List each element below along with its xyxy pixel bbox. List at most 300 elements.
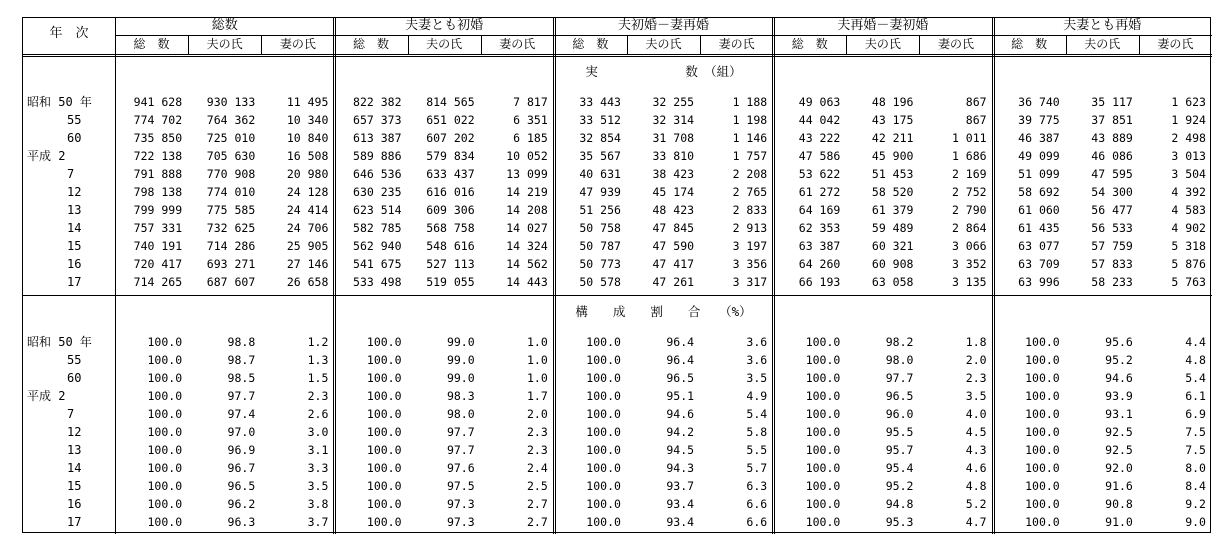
table-cell: 3 317 — [732, 275, 768, 289]
section-divider-rule — [23, 295, 1212, 296]
table-cell: 95.6 — [1105, 335, 1133, 349]
table-cell: 96.5 — [666, 371, 695, 385]
table-cell: 3.6 — [746, 335, 768, 349]
table-cell: 48 423 — [652, 203, 695, 217]
table-cell: 91.0 — [1105, 515, 1133, 529]
table-cell: 740 191 — [133, 239, 183, 253]
table-cell: 97.3 — [446, 497, 475, 511]
table-cell: 1 011 — [951, 131, 987, 145]
table-cell: 4.6 — [965, 461, 987, 475]
sub-column-header: 妻の氏 — [718, 37, 755, 51]
table-cell: 62 353 — [798, 221, 841, 235]
table-cell: 100.0 — [586, 461, 621, 475]
table-cell: 97.7 — [446, 425, 475, 439]
table-cell: 100.0 — [147, 515, 183, 529]
table-cell: 57 759 — [1091, 239, 1133, 253]
table-cell: 100.0 — [805, 479, 841, 493]
table-cell: 6.9 — [1185, 407, 1206, 421]
table-cell: 3.3 — [307, 461, 329, 475]
sub-column-header: 夫の氏 — [645, 37, 682, 51]
table-cell: 100.0 — [147, 389, 183, 403]
table-cell: 32 854 — [579, 131, 621, 145]
table-cell: 94.6 — [666, 407, 695, 421]
table-cell: 13 099 — [506, 167, 548, 181]
table-cell: 94.3 — [666, 461, 695, 475]
group-header: 総数 — [211, 18, 238, 33]
table-cell: 32 314 — [652, 113, 695, 127]
group-header: 夫初婚－妻再婚 — [617, 18, 709, 33]
table-cell: 43 175 — [871, 113, 914, 127]
table-cell: 1.0 — [527, 335, 548, 349]
table-cell: 100.0 — [147, 353, 183, 367]
table-cell: 10 840 — [286, 131, 329, 145]
table-cell: 95.7 — [885, 443, 914, 457]
table-cell: 568 758 — [426, 221, 475, 235]
table-cell: 1.8 — [965, 335, 987, 349]
table-cell: 693 271 — [206, 257, 256, 271]
table-cell: 2 790 — [951, 203, 987, 217]
group-header: 夫妻とも再婚 — [1063, 18, 1142, 33]
table-cell: 623 514 — [353, 203, 402, 217]
year-label: 7 — [67, 167, 75, 181]
table-cell: 97.0 — [227, 425, 256, 439]
table-cell: 100.0 — [1025, 515, 1060, 529]
year-label: 平成 2 — [27, 389, 66, 403]
year-label: 7 — [67, 407, 75, 421]
sub-column-header: 総 数 — [352, 37, 389, 51]
table-cell: 799 999 — [133, 203, 183, 217]
table-cell: 1.0 — [527, 371, 548, 385]
table-cell: 814 565 — [426, 95, 475, 109]
table-cell: 53 622 — [798, 167, 841, 181]
table-cell: 25 905 — [286, 239, 329, 253]
table-cell: 100.0 — [805, 371, 841, 385]
table-cell: 50 578 — [579, 275, 621, 289]
year-label: 55 — [67, 353, 82, 367]
table-cell: 94.5 — [666, 443, 695, 457]
sub-column-header: 総 数 — [572, 37, 609, 51]
year-label: 16 — [67, 257, 82, 271]
table-cell: 657 373 — [353, 113, 402, 127]
table-cell: 50 787 — [579, 239, 621, 253]
year-label: 14 — [67, 461, 82, 475]
table-cell: 6.1 — [1185, 389, 1206, 403]
table-cell: 96.0 — [885, 407, 914, 421]
table-cell: 16 508 — [286, 149, 329, 163]
table-cell: 757 331 — [133, 221, 183, 235]
year-stub-header: 年 次 — [49, 26, 89, 41]
table-cell: 98.0 — [885, 353, 914, 367]
table-cell: 1.5 — [307, 371, 329, 385]
table-cell: 3 066 — [951, 239, 987, 253]
table-cell: 100.0 — [366, 371, 402, 385]
table-cell: 3.5 — [746, 371, 768, 385]
table-cell: 49 099 — [1018, 149, 1060, 163]
table-cell: 2.5 — [527, 479, 548, 493]
table-cell: 8.0 — [1185, 461, 1206, 475]
table-cell: 24 414 — [286, 203, 329, 217]
table-cell: 6.6 — [746, 515, 768, 529]
table-cell: 2.7 — [527, 515, 548, 529]
table-cell: 6.3 — [746, 479, 768, 493]
sub-column-header: 夫の氏 — [1084, 37, 1121, 51]
table-cell: 51 256 — [579, 203, 621, 217]
table-cell: 548 616 — [426, 239, 475, 253]
table-cell: 589 886 — [353, 149, 402, 163]
table-cell: 100.0 — [805, 425, 841, 439]
table-cell: 98.2 — [885, 335, 914, 349]
table-cell: 100.0 — [1025, 461, 1060, 475]
table-cell: 775 585 — [206, 203, 256, 217]
table-cell: 10 340 — [286, 113, 329, 127]
table-cell: 100.0 — [586, 425, 621, 439]
table-cell: 4.0 — [965, 407, 987, 421]
table-cell: 94.8 — [885, 497, 914, 511]
table-cell: 14 324 — [506, 239, 548, 253]
sub-column-header: 夫の氏 — [864, 37, 901, 51]
sub-column-header: 夫の氏 — [426, 37, 463, 51]
table-cell: 774 702 — [133, 113, 183, 127]
table-cell: 579 834 — [426, 149, 475, 163]
table-cell: 45 174 — [652, 185, 695, 199]
table-cell: 26 658 — [286, 275, 329, 289]
table-cell: 60 321 — [871, 239, 914, 253]
table-cell: 43 222 — [798, 131, 841, 145]
table-cell: 57 833 — [1091, 257, 1133, 271]
table-cell: 37 851 — [1091, 113, 1133, 127]
table-cell: 61 435 — [1018, 221, 1060, 235]
table-cell: 93.1 — [1105, 407, 1133, 421]
table-cell: 4 902 — [1171, 221, 1206, 235]
table-cell: 1.0 — [527, 353, 548, 367]
table-cell: 5.4 — [1185, 371, 1206, 385]
table-cell: 66 193 — [798, 275, 841, 289]
table-cell: 44 042 — [798, 113, 841, 127]
table-cell: 5 318 — [1171, 239, 1206, 253]
section-title: 構 成 割 合 （%） — [575, 304, 752, 319]
table-cell: 2.3 — [307, 389, 329, 403]
table-cell: 97.7 — [446, 443, 475, 457]
table-cell: 100.0 — [366, 497, 402, 511]
table-cell: 582 785 — [353, 221, 402, 235]
year-label: 15 — [67, 479, 82, 493]
table-cell: 100.0 — [147, 443, 183, 457]
table-cell: 100.0 — [586, 407, 621, 421]
table-cell: 2.7 — [527, 497, 548, 511]
table-cell: 100.0 — [1025, 425, 1060, 439]
table-cell: 94.2 — [666, 425, 695, 439]
table-cell: 35 117 — [1091, 95, 1133, 109]
year-label: 15 — [67, 239, 82, 253]
table-cell: 7 817 — [513, 95, 548, 109]
table-cell: 100.0 — [366, 515, 402, 529]
table-cell: 4.3 — [965, 443, 987, 457]
table-cell: 99.0 — [446, 335, 475, 349]
table-cell: 5.2 — [965, 497, 987, 511]
table-cell: 58 692 — [1018, 185, 1060, 199]
table-cell: 51 453 — [871, 167, 914, 181]
table-cell: 9.0 — [1185, 515, 1206, 529]
table-cell: 47 845 — [652, 221, 695, 235]
table-cell: 822 382 — [353, 95, 402, 109]
table-cell: 1.7 — [527, 389, 548, 403]
table-cell: 4.4 — [1185, 335, 1206, 349]
table-cell: 100.0 — [805, 461, 841, 475]
table-cell: 98.0 — [446, 407, 475, 421]
table-cell: 61 379 — [871, 203, 914, 217]
table-cell: 774 010 — [206, 185, 256, 199]
table-cell: 100.0 — [586, 497, 621, 511]
sub-column-header: 妻の氏 — [938, 37, 975, 51]
table-cell: 3 504 — [1171, 167, 1206, 181]
table-cell: 43 889 — [1091, 131, 1133, 145]
table-cell: 764 362 — [206, 113, 256, 127]
sub-column-header: 夫の氏 — [206, 37, 243, 51]
table-cell: 3.0 — [307, 425, 329, 439]
year-label: 13 — [67, 203, 82, 217]
table-cell: 33 512 — [579, 113, 621, 127]
table-cell: 39 775 — [1018, 113, 1060, 127]
table-cell: 6 185 — [513, 131, 548, 145]
table-cell: 56 533 — [1091, 221, 1133, 235]
table-cell: 651 022 — [426, 113, 475, 127]
table-cell: 46 387 — [1018, 131, 1060, 145]
table-cell: 1 924 — [1171, 113, 1206, 127]
table-cell: 3 356 — [732, 257, 768, 271]
group-header: 夫妻とも初婚 — [405, 18, 484, 33]
table-cell: 720 417 — [133, 257, 183, 271]
table-cell: 687 607 — [206, 275, 256, 289]
table-cell: 562 940 — [353, 239, 402, 253]
table-cell: 93.4 — [666, 515, 695, 529]
table-cell: 45 900 — [871, 149, 914, 163]
table-cell: 3.6 — [746, 353, 768, 367]
table-cell: 2.0 — [965, 353, 987, 367]
table-cell: 798 138 — [133, 185, 183, 199]
table-cell: 4.8 — [965, 479, 987, 493]
table-cell: 99.0 — [446, 353, 475, 367]
table-cell: 10 052 — [506, 149, 548, 163]
table-cell: 3.7 — [307, 515, 329, 529]
table-cell: 100.0 — [147, 335, 183, 349]
table-cell: 100.0 — [366, 479, 402, 493]
table-cell: 20 980 — [286, 167, 329, 181]
table-cell: 5.8 — [746, 425, 768, 439]
table-cell: 100.0 — [366, 443, 402, 457]
table-cell: 1 146 — [732, 131, 768, 145]
table-cell: 791 888 — [133, 167, 183, 181]
year-label: 昭和 50 年 — [27, 335, 92, 349]
table-cell: 1.3 — [307, 353, 329, 367]
table-cell: 616 016 — [426, 185, 475, 199]
table-cell: 100.0 — [805, 515, 841, 529]
section-title: 実 数 （組） — [585, 64, 742, 79]
table-cell: 3 352 — [951, 257, 987, 271]
table-cell: 100.0 — [366, 425, 402, 439]
table-cell: 100.0 — [805, 353, 841, 367]
table-cell: 867 — [965, 113, 987, 127]
table-cell: 100.0 — [147, 461, 183, 475]
table-cell: 732 625 — [206, 221, 256, 235]
table-cell: 2 833 — [732, 203, 768, 217]
table-cell: 100.0 — [805, 443, 841, 457]
table-cell: 94.6 — [1105, 371, 1133, 385]
table-cell: 4.5 — [965, 425, 987, 439]
table-cell: 725 010 — [206, 131, 256, 145]
table-cell: 100.0 — [586, 443, 621, 457]
table-cell: 100.0 — [366, 389, 402, 403]
table-cell: 98.7 — [227, 353, 256, 367]
table-cell: 100.0 — [805, 497, 841, 511]
table-cell: 97.3 — [446, 515, 475, 529]
table-cell: 95.1 — [666, 389, 695, 403]
table-cell: 97.7 — [227, 389, 256, 403]
table-cell: 5.5 — [746, 443, 768, 457]
table-cell: 27 146 — [286, 257, 329, 271]
table-cell: 607 202 — [426, 131, 475, 145]
table-cell: 100.0 — [147, 407, 183, 421]
table-cell: 646 536 — [353, 167, 402, 181]
table-cell: 59 489 — [871, 221, 914, 235]
table-cell: 4.7 — [965, 515, 987, 529]
table-cell: 63 058 — [871, 275, 914, 289]
table-cell: 31 708 — [652, 131, 695, 145]
sub-column-header: 総 数 — [133, 37, 170, 51]
year-label: 17 — [67, 275, 82, 289]
table-cell: 722 138 — [133, 149, 183, 163]
table-cell: 1 188 — [732, 95, 768, 109]
table-cell: 40 631 — [579, 167, 621, 181]
table-cell: 100.0 — [586, 353, 621, 367]
marriage-surname-table — [22, 17, 1211, 533]
table-cell: 7.5 — [1185, 425, 1206, 439]
table-cell: 50 758 — [579, 221, 621, 235]
table-cell: 100.0 — [366, 353, 402, 367]
table-cell: 54 300 — [1091, 185, 1133, 199]
table-cell: 61 272 — [798, 185, 841, 199]
table-cell: 6 351 — [513, 113, 548, 127]
table-cell: 96.2 — [227, 497, 256, 511]
table-cell: 100.0 — [147, 425, 183, 439]
table-cell: 2 765 — [732, 185, 768, 199]
table-cell: 96.9 — [227, 443, 256, 457]
table-cell: 2 498 — [1171, 131, 1206, 145]
table-cell: 1.2 — [307, 335, 329, 349]
group-header: 夫再婚－妻初婚 — [837, 18, 929, 33]
table-cell: 2.3 — [527, 443, 548, 457]
sub-column-header: 妻の氏 — [279, 37, 316, 51]
table-cell: 100.0 — [1025, 353, 1060, 367]
table-cell: 5.7 — [746, 461, 768, 475]
table-cell: 2.4 — [527, 461, 548, 475]
table-cell: 100.0 — [586, 335, 621, 349]
table-cell: 100.0 — [586, 389, 621, 403]
table-cell: 38 423 — [652, 167, 695, 181]
table-cell: 100.0 — [1025, 371, 1060, 385]
table-cell: 930 133 — [206, 95, 256, 109]
table-cell: 97.4 — [227, 407, 256, 421]
table-cell: 714 265 — [133, 275, 183, 289]
table-cell: 56 477 — [1091, 203, 1133, 217]
table-cell: 9.2 — [1185, 497, 1206, 511]
table-cell: 100.0 — [147, 497, 183, 511]
table-cell: 941 628 — [133, 95, 183, 109]
table-cell: 5.4 — [746, 407, 768, 421]
table-cell: 47 590 — [652, 239, 695, 253]
table-cell: 2 208 — [732, 167, 768, 181]
table-cell: 14 219 — [506, 185, 548, 199]
table-cell: 2.6 — [307, 407, 329, 421]
table-cell: 100.0 — [366, 335, 402, 349]
table-cell: 100.0 — [1025, 335, 1060, 349]
table-cell: 3 135 — [951, 275, 987, 289]
year-label: 16 — [67, 497, 82, 511]
table-cell: 96.4 — [666, 335, 695, 349]
table-cell: 58 520 — [871, 185, 914, 199]
year-label: 60 — [67, 371, 82, 385]
table-cell: 58 233 — [1091, 275, 1133, 289]
table-cell: 48 196 — [871, 95, 914, 109]
table-cell: 2.3 — [965, 371, 987, 385]
table-cell: 95.5 — [885, 425, 914, 439]
table-cell: 63 709 — [1018, 257, 1060, 271]
table-cell: 770 908 — [206, 167, 256, 181]
table-cell: 92.5 — [1105, 443, 1133, 457]
table-cell: 100.0 — [805, 407, 841, 421]
year-label: 昭和 50 年 — [27, 95, 92, 109]
table-cell: 96.4 — [666, 353, 695, 367]
table-cell: 63 077 — [1018, 239, 1060, 253]
table-cell: 3.5 — [965, 389, 987, 403]
table-cell: 3 013 — [1171, 149, 1206, 163]
table-cell: 47 261 — [652, 275, 695, 289]
table-cell: 527 113 — [426, 257, 475, 271]
table-cell: 4 392 — [1171, 185, 1206, 199]
table-cell: 1 686 — [951, 149, 987, 163]
table-cell: 49 063 — [798, 95, 841, 109]
table-cell: 100.0 — [366, 407, 402, 421]
table-cell: 50 773 — [579, 257, 621, 271]
table-cell: 100.0 — [366, 461, 402, 475]
table-cell: 63 996 — [1018, 275, 1060, 289]
year-label: 60 — [67, 131, 82, 145]
sub-column-header: 総 数 — [1011, 37, 1048, 51]
table-cell: 99.0 — [446, 371, 475, 385]
table-cell: 100.0 — [1025, 497, 1060, 511]
table-cell: 5 876 — [1171, 257, 1206, 271]
table-cell: 100.0 — [147, 479, 183, 493]
table-cell: 5 763 — [1171, 275, 1206, 289]
sub-column-header: 妻の氏 — [499, 37, 536, 51]
table-cell: 91.6 — [1105, 479, 1133, 493]
table-cell: 97.7 — [885, 371, 914, 385]
table-cell: 735 850 — [133, 131, 183, 145]
table-cell: 14 208 — [506, 203, 548, 217]
table-cell: 2.0 — [527, 407, 548, 421]
table-cell: 14 562 — [506, 257, 548, 271]
table-cell: 519 055 — [426, 275, 475, 289]
table-cell: 100.0 — [586, 515, 621, 529]
table-cell: 533 498 — [353, 275, 402, 289]
table-cell: 609 306 — [426, 203, 475, 217]
table-cell: 24 128 — [286, 185, 329, 199]
table-cell: 51 099 — [1018, 167, 1060, 181]
table-cell: 2 913 — [732, 221, 768, 235]
table-cell: 32 255 — [652, 95, 695, 109]
table-cell: 63 387 — [798, 239, 841, 253]
table-cell: 92.0 — [1105, 461, 1133, 475]
table-cell: 93.9 — [1105, 389, 1133, 403]
